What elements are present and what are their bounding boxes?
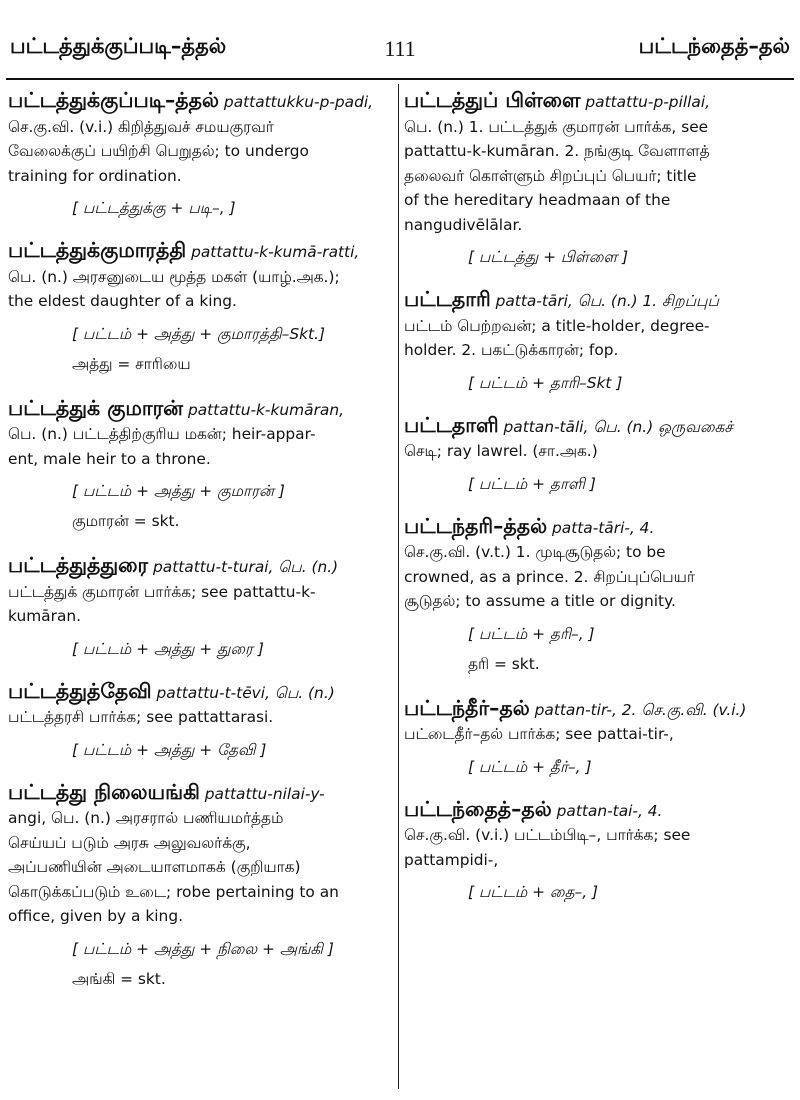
entry-definition-line: அப்பணியின் அடையாளமாகக் (குறியாக) — [8, 858, 301, 876]
entry-definition-line: ent, male heir to a throne. — [8, 449, 211, 468]
entry-definition-line: தலைவர் கொள்ளும் சிறப்புப் பெயர்; title — [404, 166, 697, 185]
entry-transliteration: patta-tāri, பெ. (n.) 1. சிறப்புப் — [490, 292, 719, 310]
entry-transliteration: pattattu-k-kumāran, — [183, 400, 344, 419]
entry-etymology: [ பட்டம் + அத்து + துரை ] — [72, 639, 264, 658]
running-headword-right: பட்டந்தைத்–தல் — [638, 34, 790, 58]
entry-definition-line: பெ. (n.) 1. பட்டத்துக் குமாரன் பார்க்க, see — [404, 117, 709, 136]
entry-definition-line: pattampidi-, — [404, 850, 499, 869]
entry-definition-line: பட்டத்தரசி பார்க்க; see pattattarasi. — [8, 708, 274, 726]
entry-etymology: [ பட்டத்துக்கு + படி–, ] — [72, 199, 236, 217]
dictionary-entry — [404, 88, 790, 269]
header-rule — [6, 78, 794, 80]
entry-note: அங்கி = skt. — [72, 969, 166, 988]
entry-definition-line: பட்டம் பெற்றவன்; a title-holder, degree- — [404, 316, 710, 335]
entry-transliteration: pattattu-p-pillai, — [580, 93, 711, 111]
entry-headword: பட்டதாளி — [404, 412, 499, 437]
entry-definition-line: crowned, as a prince. 2. சிறப்புப்பெயர் — [404, 567, 695, 586]
entry-etymology: [ பட்டம் + தை–, ] — [468, 883, 598, 901]
entry-note: அத்து = சாரியை — [72, 354, 191, 373]
running-headword-left: பட்டத்துக்குப்படி–த்தல் — [10, 34, 227, 58]
entry-definition-line: office, given by a king. — [8, 907, 183, 925]
entry-headword: பட்டத்துத்தேவி — [8, 678, 152, 703]
entry-headword: பட்டந்தரி–த்தல் — [404, 513, 548, 538]
left-column — [8, 88, 388, 993]
entry-headword: பட்டத்துக்குமாரத்தி — [8, 238, 187, 262]
entry-etymology: [ பட்டம் + அத்து + தேவி ] — [72, 740, 267, 759]
entry-etymology: [ பட்டம் + தீர்–, ] — [468, 757, 592, 776]
entry-headword: பட்டத்துக் குமாரன் — [8, 395, 184, 420]
entry-etymology: [ பட்டத்து + பிள்ளை ] — [468, 248, 629, 266]
entry-headword: பட்டந்தீர்–தல் — [404, 695, 530, 720]
entry-etymology: [ பட்டம் + தாரி–Skt ] — [468, 373, 623, 392]
entry-transliteration: pattan-tāli, பெ. (n.) ஒருவகைச் — [498, 417, 733, 436]
dictionary-entry — [404, 696, 790, 779]
entry-definition-line: angi, பெ. (n.) அரசரால் பணியமர்த்தம் — [8, 809, 284, 827]
entry-transliteration: pattattu-t-turai, பெ. (n.) — [148, 558, 339, 576]
dictionary-entry — [8, 553, 388, 661]
dictionary-entry — [404, 514, 790, 678]
entry-definition-line: பட்டத்துக் குமாரன் பார்க்க; see pattattu-k- — [8, 582, 316, 601]
entry-etymology: [ பட்டம் + தாளி ] — [468, 474, 596, 493]
entry-etymology: [ பட்டம் + அத்து + குமாரத்தி–Skt.] — [72, 324, 325, 343]
entry-definition-line: pattattu-k-kumāran. 2. நங்குடி வேளாளத் — [404, 142, 710, 160]
dictionary-entry — [404, 287, 790, 395]
entry-definition-line: holder. 2. பகட்டுக்காரன்; fop. — [404, 341, 619, 359]
entry-etymology: [ பட்டம் + அத்து + குமாரன் ] — [72, 482, 285, 500]
entry-definition-line: செய்யப் படும் அரசு அலுவலர்க்கு, — [8, 833, 251, 852]
entry-transliteration: pattan-tai-, 4. — [551, 801, 663, 820]
entry-etymology: [ பட்டம் + அத்து + நிலை + அங்கி ] — [72, 939, 334, 958]
entry-transliteration: pattattukku-p-padi, — [219, 93, 374, 111]
entry-definition-line: kumāran. — [8, 607, 82, 625]
entry-headword: பட்டத்து நிலையங்கி — [8, 779, 200, 804]
entry-note: குமாரன் = skt. — [72, 512, 180, 530]
entry-headword: பட்டத்துத்துரை — [8, 553, 149, 577]
column-divider — [398, 84, 399, 1089]
dictionary-entry — [8, 679, 388, 762]
entry-definition-line: செ.கு.வி. (v.i.) கிறித்துவச் சமயகுரவர் — [8, 117, 274, 136]
dictionary-entry — [8, 780, 388, 993]
entry-headword: பட்டந்தைத்–தல் — [404, 796, 552, 821]
entry-transliteration: pattan-tir-, 2. செ.கு.வி. (v.i.) — [529, 700, 747, 719]
entry-transliteration: patta-tāri-, 4. — [547, 518, 655, 537]
right-column — [404, 88, 790, 904]
dictionary-entry — [8, 396, 388, 536]
entry-definition-line: செ.கு.வி. (v.t.) 1. முடிசூடுதல்; to be — [404, 543, 666, 561]
entry-definition-line: பெ. (n.) பட்டத்திற்குரிய மகன்; heir-appar- — [8, 425, 316, 443]
dictionary-entry — [8, 88, 388, 220]
entry-headword: பட்டத்துப் பிள்ளை — [404, 88, 581, 112]
entry-definition-line: சூடுதல்; to assume a title or dignity. — [404, 592, 676, 610]
entry-definition-line: nangudivēlālar. — [404, 215, 523, 234]
entry-etymology: [ பட்டம் + தரி–, ] — [468, 624, 595, 643]
entry-headword: பட்டதாரி — [404, 287, 491, 311]
entry-definition-line: வேலைக்குப் பயிற்சி பெறுதல்; to undergo — [8, 142, 309, 160]
entry-definition-line: செ.கு.வி. (v.i.) பட்டம்பிடி–, பார்க்க; see — [404, 826, 691, 844]
dictionary-entry — [404, 797, 790, 905]
entry-definition-line: செடி; ray lawrel. (சா.அக.) — [404, 442, 598, 460]
entry-definition-line: training for ordination. — [8, 166, 182, 185]
entry-definition-line: பட்டைதீர்–தல் பார்க்க; see pattai-tir-, — [404, 725, 674, 743]
entry-note: தரி = skt. — [468, 654, 540, 673]
page-header — [0, 8, 800, 80]
entry-definition-line: பெ. (n.) அரசனுடைய மூத்த மகள் (யாழ்.அக.); — [8, 267, 340, 286]
entry-headword: பட்டத்துக்குப்படி–த்தல் — [8, 88, 220, 112]
entry-definition-line: கொடுக்கப்படும் உடை; robe pertaining to an — [8, 882, 339, 901]
entry-transliteration: pattattu-k-kumā-ratti, — [186, 243, 360, 261]
entry-definition-line: the eldest daughter of a king. — [8, 292, 237, 310]
entry-transliteration: pattattu-nilai-y- — [199, 784, 325, 803]
dictionary-entry — [8, 238, 388, 378]
entry-definition-line: of the hereditary headmaan of the — [404, 191, 671, 209]
page-number: 111 — [384, 36, 416, 61]
entry-transliteration: pattattu-t-tēvi, பெ. (n.) — [151, 683, 335, 702]
dictionary-entry — [404, 413, 790, 496]
